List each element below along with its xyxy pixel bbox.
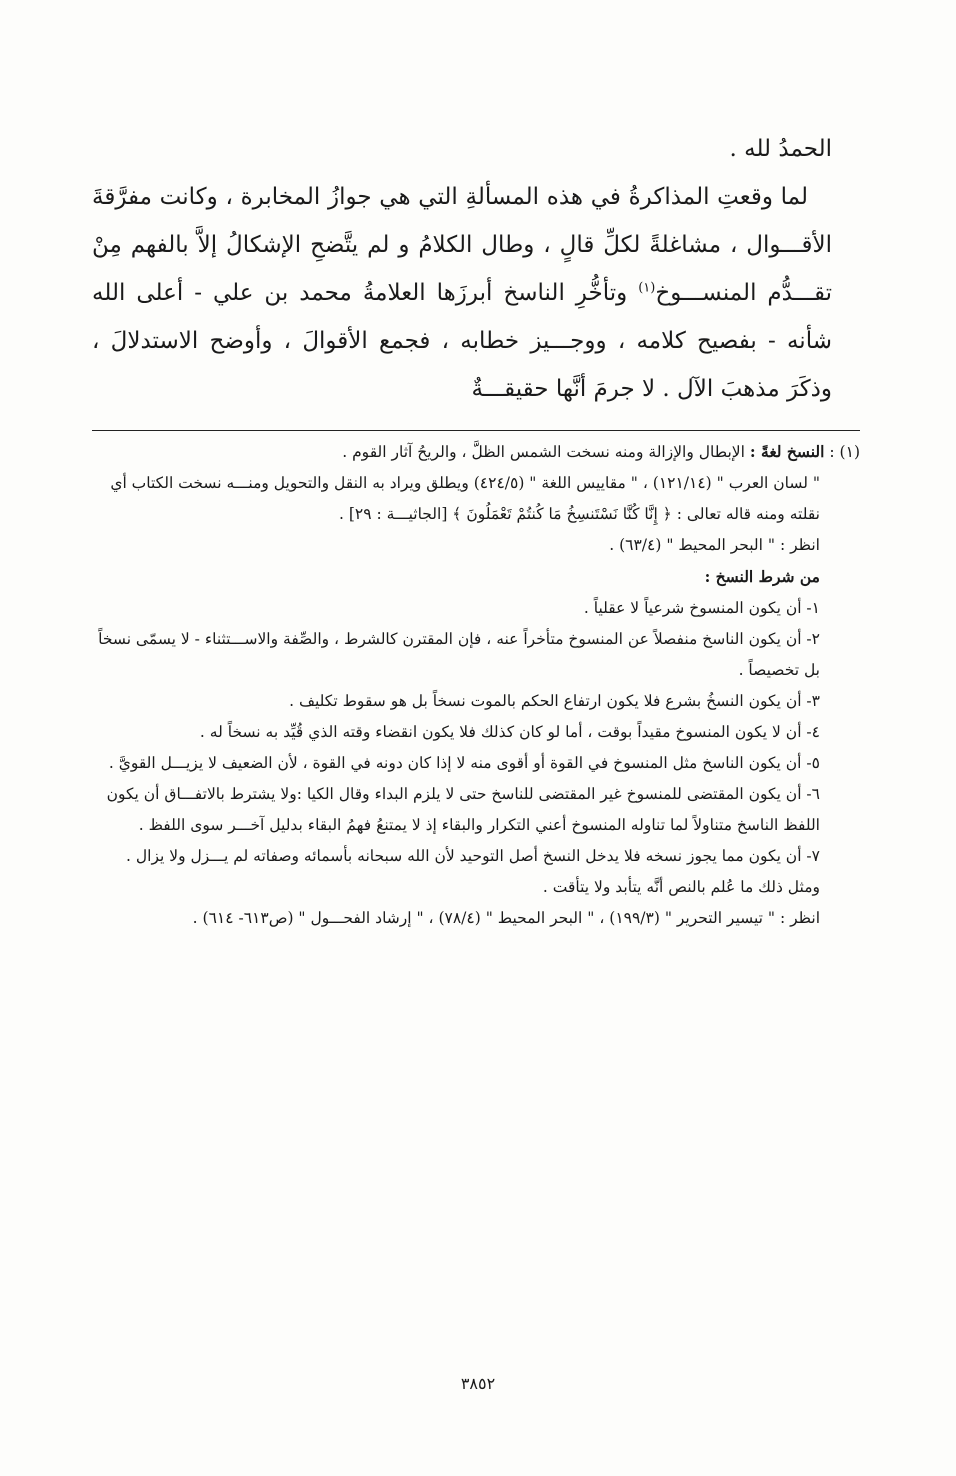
condition-7: ٧- أن يكون مما يجوز نسخه فلا يدخل النسخ أصل التوحيد لأن الله سبحانه بأسمائه وصفاته لم يـــزل ولا يزال . ومثل ذلك ما عُلم بالنص أنَّه يتأبد ولا يتأقت .: [126, 847, 820, 896]
main-paragraph: [92, 173, 832, 413]
footnote-marker[interactable]: (١): [638, 280, 656, 296]
main-paragraph-text: لما وقعتِ المذاكرةُ في هذه المسألةِ التي هي جوازُ المخابرة ، وكانت مفرَّقةَ الأقـــوال ، مشاغلةً لكلِّ قالٍ ، وطال الكلامُ و لم يتَّضحِ الإشكالُ إلاَّ بالفهم مِنْ تقـــدُّم المنســـوخ: [92, 184, 832, 306]
condition-5: ٥- أن يكون الناسخ مثل المنسوخ في القوة أو أقوى منه لا إذا كان دونه في القوة ، لأن الضعيف لا يزيـــل القويَّ .: [108, 754, 820, 772]
footnote-see-also: انظر : " البحر المحيط " (٦٣/٤) .: [609, 536, 820, 554]
conditions-heading-text: من شرط النسخ :: [704, 567, 820, 586]
main-text: [92, 125, 832, 413]
footnote-definition: الإبطال والإزالة ومنه نسخت الشمس الظلَّ ، والريحُ آثار القوم .: [342, 443, 745, 461]
condition-3: ٣- أن يكون النسخُ بشرع فلا يكون ارتفاع الحكم بالموت نسخاً بل هو سقوط تكليف .: [289, 692, 820, 710]
footnote-references: انظر : " تيسير التحرير " (١٩٩/٣) ، " البحر المحيط " (٧٨/٤) ، " إرشاد الفحـــول " (ص٦١٣- ٦١٤) .: [192, 909, 820, 927]
footnote-1-number: (١) :: [829, 443, 860, 461]
condition-2: ٢- أن يكون الناسخ منفصلاً عن المنسوخ متأخراً عنه ، فإن المقترن كالشرط ، والصِّفة والاســـتثناء - لا يسمّى نسخاً بل تخصيصاً .: [98, 630, 820, 679]
condition-1: ١- أن يكون المنسوخ شرعياً لا عقلياً .: [583, 599, 820, 617]
condition-6: ٦- أن يكون المقتضى للمنسوخ غير المقتضى للناسخ حتى لا يلزم البداء وقال الكيا :ولا يشترط بالاتفـــاق أن يكون اللفظ الناسخ متناولاً لما تناوله المنسوخ أعني التكرار والبقاء إذ لا يمتنعُ فهمُ البقاء بدليل آخـــر سوى اللفظ .: [106, 785, 820, 834]
footnote-divider: [92, 430, 860, 431]
condition-4: ٤- أن لا يكون المنسوخ مقيداً بوقت ، أما لو كان كذلك فلا يكون انقضاء وقته الذي قُيِّد به نسخاً له .: [199, 723, 820, 741]
main-line-opening: الحمدُ لله .: [729, 136, 832, 162]
footnotes: [92, 436, 860, 934]
footnote-term: النسخ لغةً :: [749, 442, 825, 461]
conditions-heading: [92, 561, 860, 593]
footnote-1: [92, 436, 860, 468]
page-number: ٣٨٥٢: [460, 1374, 496, 1393]
main-paragraph-continued: وتأخُّرِ الناسخ أبرزَها العلامةُ محمد بن علي - أعلى الله شأنه - بفصيح كلامه ، ووجـــيز خطابه ، فجمع الأقوالَ ، وأوضح الاستدلالَ ، وذكَرَ مذهبَ الآل . لا جرمَ أنَّها حقيقـــةٌ: [92, 280, 832, 402]
footnote-sources: " لسان العرب " (١٢١/١٤) ، " مقاييس اللغة " (٤٢٤/٥) ويطلق ويراد به النقل والتحويل ومنـــه نسخت الكتاب أي نقلته ومنه قاله تعالى : ﴿ إِنَّا كُنَّا نَسْتَنسِخُ مَا كُنتُمْ تَعْمَلُونَ ﴾ [الجاثيـــة : ٢٩] .: [110, 474, 820, 523]
